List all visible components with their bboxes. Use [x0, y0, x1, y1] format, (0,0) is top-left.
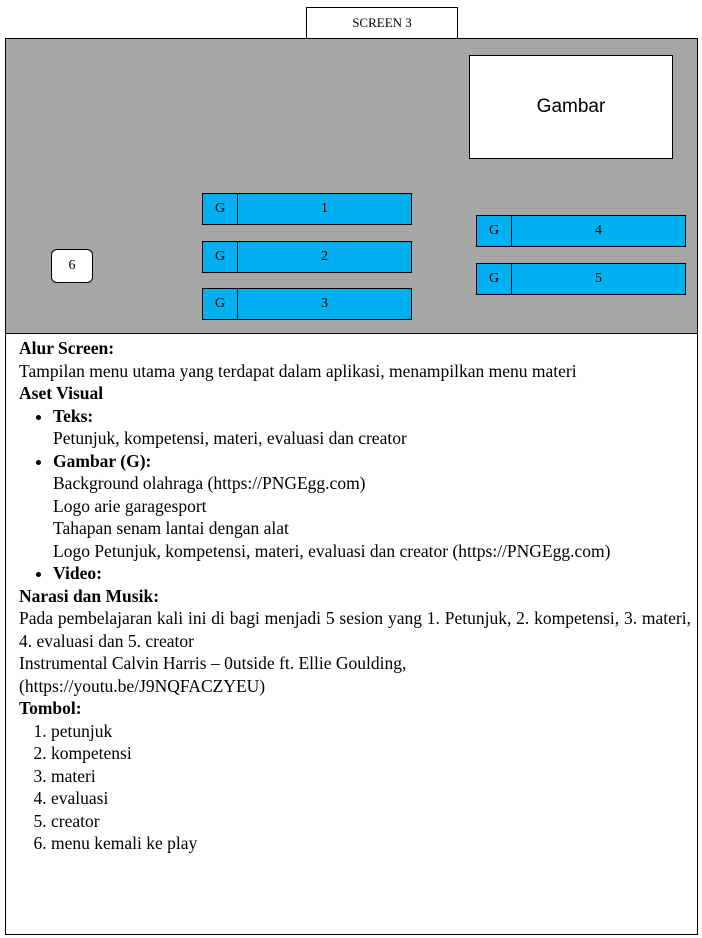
tombol-item: 6. menu kemali ke play [51, 832, 691, 855]
tombol-item: 1. petunjuk [51, 720, 691, 743]
screen-tab-label: SCREEN 3 [306, 7, 458, 38]
menu-button-5[interactable] [476, 263, 686, 295]
tombol-item: 2. kompetensi [51, 742, 691, 765]
teks-text: Petunjuk, kompetensi, materi, evaluasi dan creator [53, 428, 407, 448]
menu-button-3[interactable] [202, 288, 412, 320]
video-label: Video: [53, 563, 102, 583]
button-icon-placeholder: G [203, 289, 238, 319]
button-label: 2 [321, 249, 328, 264]
image-placeholder: Gambar [469, 55, 673, 159]
gambar-line: Logo Petunjuk, kompetensi, materi, evaluasi dan creator (https://PNGEgg.com) [53, 540, 611, 561]
asset-list [19, 405, 691, 585]
screen-mockup [6, 39, 697, 334]
alur-heading: Alur Screen: [19, 338, 115, 358]
narasi-text: Pada pembelajaran kali ini di bagi menjadi 5 sesion yang 1. Petunjuk, 2. kompetensi, 3. materi, 4. evaluasi dan 5. creator [19, 608, 691, 651]
button-label: 4 [595, 223, 602, 238]
storyboard-frame [5, 38, 698, 935]
gambar-line: Background olahraga (https://PNGEgg.com) [53, 473, 366, 493]
back-button[interactable]: 6 [51, 249, 93, 283]
asset-item-teks [53, 405, 691, 450]
button-icon-placeholder: G [477, 264, 512, 294]
tombol-list [19, 720, 691, 855]
button-icon-placeholder: G [203, 242, 238, 272]
alur-text: Tampilan menu utama yang terdapat dalam aplikasi, menampilkan menu materi [19, 360, 577, 381]
aset-heading: Aset Visual [19, 383, 104, 403]
asset-item-video [53, 562, 691, 585]
asset-item-gambar [53, 450, 691, 563]
button-icon-placeholder: G [477, 216, 512, 246]
music-line: Instrumental Calvin Harris – 0utside ft. Ellie Goulding, [19, 653, 407, 673]
narasi-heading: Narasi dan Musik: [19, 585, 160, 606]
button-label: 5 [595, 271, 602, 286]
button-label: 3 [321, 296, 328, 311]
tombol-item: 3. materi [51, 765, 691, 788]
teks-label: Teks: [53, 405, 94, 426]
music-link: (https://youtu.be/J9NQFACZYEU) [19, 675, 266, 696]
gambar-line: Tahapan senam lantai dengan alat [53, 518, 289, 538]
tombol-heading: Tombol: [19, 698, 82, 718]
button-label: 1 [321, 201, 328, 216]
gambar-label: Gambar (G): [53, 450, 152, 471]
tombol-item: 5. creator [51, 810, 691, 833]
menu-button-4[interactable] [476, 215, 686, 247]
button-icon-placeholder: G [203, 194, 238, 224]
menu-button-2[interactable] [202, 241, 412, 273]
screen-description [19, 337, 691, 855]
gambar-line: Logo arie garagesport [53, 495, 207, 516]
menu-button-1[interactable] [202, 193, 412, 225]
tombol-item: 4. evaluasi [51, 787, 691, 810]
